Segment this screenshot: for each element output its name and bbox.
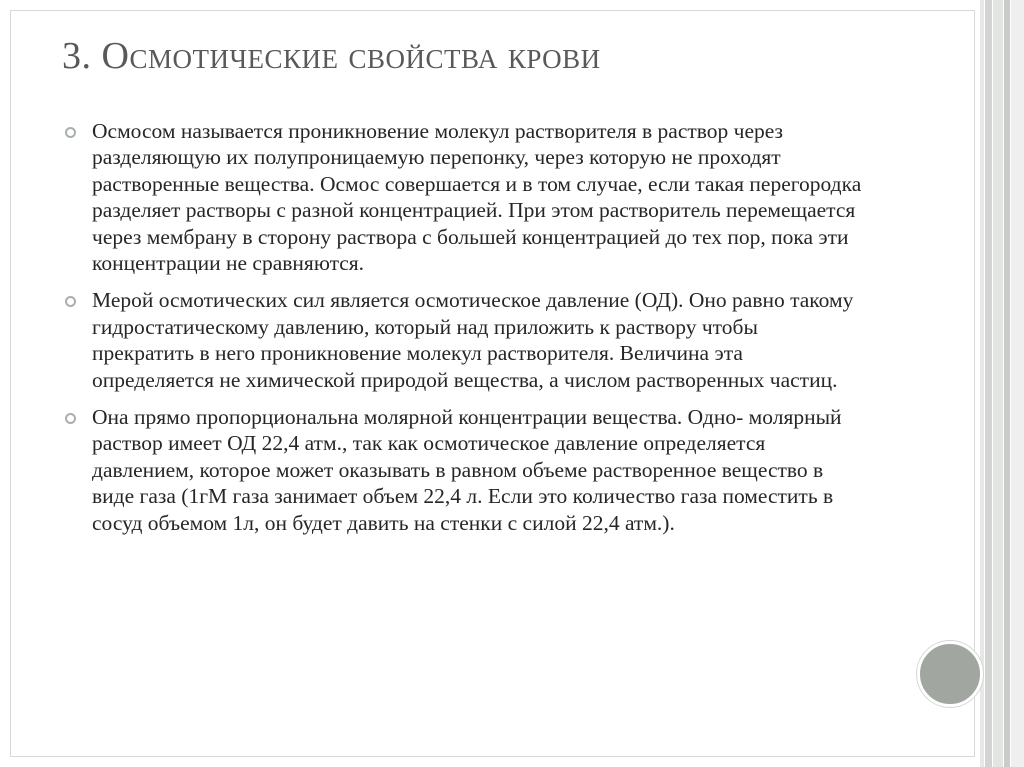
bullet-text: Мерой осмотических сил является осмотическое давление (ОД). Оно равно такому гидростатическому давлению, который над приложить к раствору чтобы прекратить в него проникновение молекул растворителя. Величина эта определяется не химической природой вещества, а числом растворенных частиц. bbox=[92, 288, 854, 392]
slide-title bbox=[62, 34, 601, 78]
bullet-item bbox=[64, 404, 864, 536]
slide-title-text: Осмотические свойства крови bbox=[101, 35, 601, 77]
side-stripe bbox=[980, 0, 984, 767]
ring-bullet-icon bbox=[65, 127, 76, 138]
bullet-item bbox=[64, 118, 864, 276]
bullet-item bbox=[64, 287, 864, 393]
slide-title-number: 3. bbox=[62, 35, 92, 77]
side-stripe bbox=[993, 0, 1003, 767]
bullet-text: Она прямо пропорциональна молярной концентрации вещества. Одно- молярный раствор имеет ОД 22,4 атм., так как осмотическое давление определяется давлением, которое может оказывать в равном объеме растворенное вещество в виде газа (1гМ газа занимает объем 22,4 л. Если это количество газа поместить в сосуд объемом 1л, он будет давить на стенки с силой 22,4 атм.). bbox=[92, 405, 842, 535]
bullet-text: Осмосом называется проникновение молекул растворителя в раствор через разделяющую их полупроницаемую перепонку, через которую не проходят растворенные вещества. Осмос совершается и в том случае, если такая перегородка разделяет растворы с разной концентрацией. При этом растворитель перемещается через мембрану в сторону раствора с большей концентрацией до тех пор, пока эти концентрации не сравняются. bbox=[92, 119, 862, 276]
ring-bullet-icon bbox=[65, 296, 76, 307]
side-stripe bbox=[1011, 0, 1024, 767]
bullet-list bbox=[64, 118, 864, 547]
decorative-circle bbox=[917, 641, 983, 707]
side-stripe bbox=[1004, 0, 1010, 767]
side-stripe bbox=[985, 0, 992, 767]
ring-bullet-icon bbox=[65, 413, 76, 424]
